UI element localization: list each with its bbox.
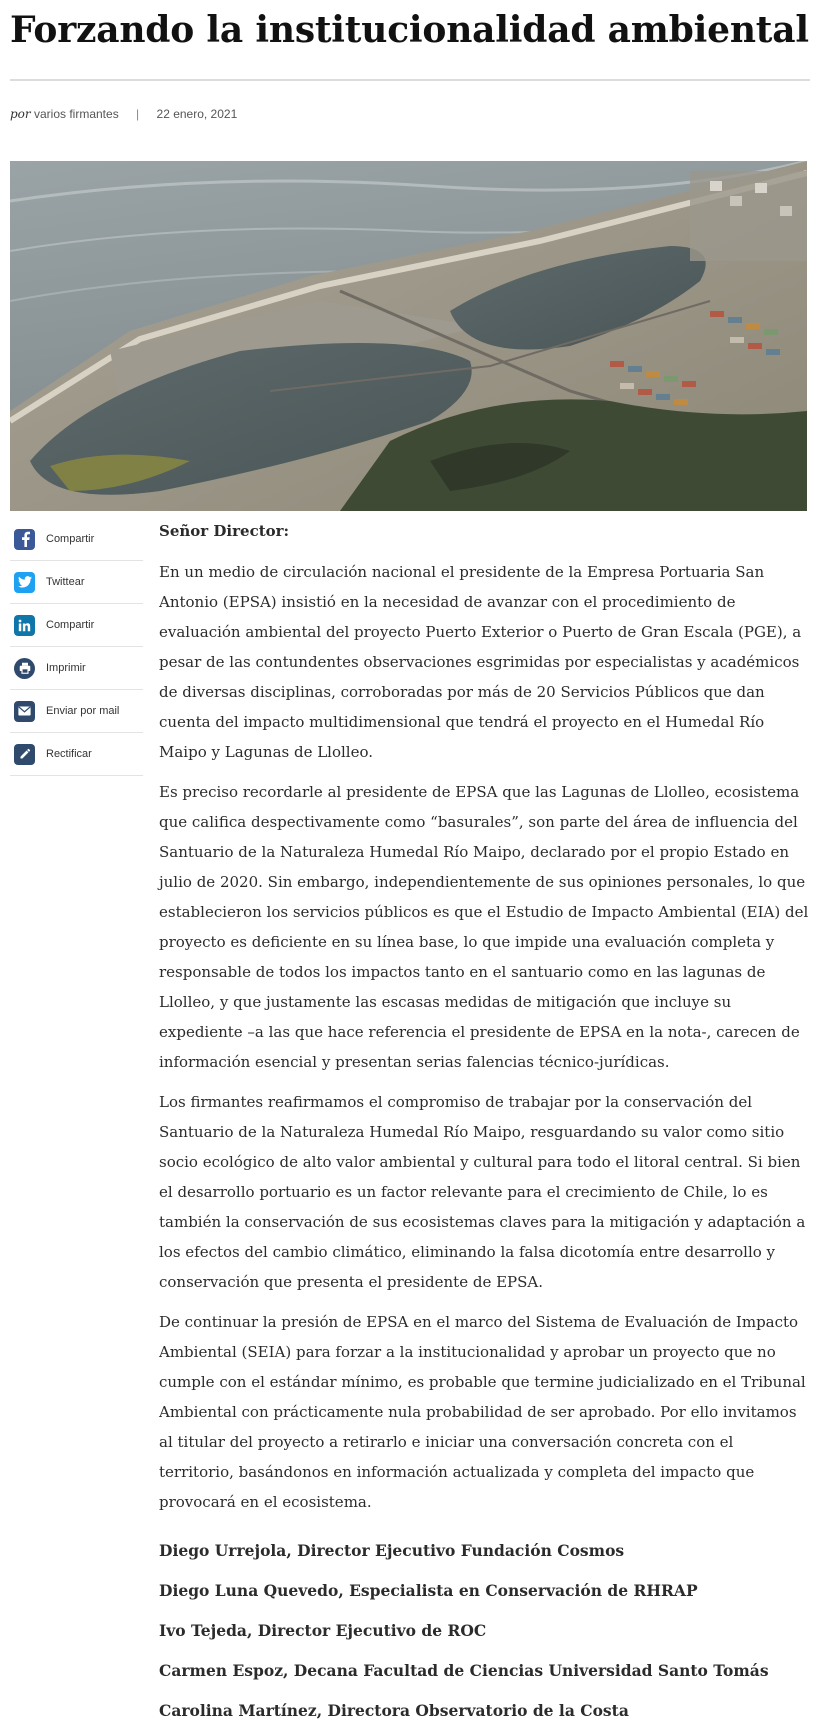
twitter-icon <box>14 572 35 593</box>
title-divider <box>10 79 810 81</box>
byline <box>10 106 237 122</box>
byline-date: 22 enero, 2021 <box>156 107 238 121</box>
print-button[interactable] <box>10 647 143 690</box>
byline-prefix: por <box>10 107 31 121</box>
rectify-button[interactable] <box>10 733 143 776</box>
article-body <box>159 516 809 1729</box>
share-linkedin-button[interactable] <box>10 604 143 647</box>
share-twitter-label: Twittear <box>46 576 85 588</box>
aerial-port-photo <box>10 161 807 511</box>
share-facebook-label: Compartir <box>46 533 95 545</box>
signer: Diego Urrejola, Director Ejecutivo Fundación Cosmos <box>159 1541 625 1560</box>
linkedin-icon <box>14 615 35 636</box>
paragraph: Los firmantes reafirmamos el compromiso de trabajar por la conservación del Santuario de la Naturaleza Humedal Río Maipo, resguardando su valor como sitio socio ecológico de alto valor ambiental y cultural para todo el litoral central. Si bien el desarrollo portuario es un factor relevante para el crecimiento de Chile, lo es también la conservación de sus ecosistemas claves para la mitigación y adaptación a los efectos del cambio climático, eliminando la falsa dicotomía entre desarrollo y conservación que presenta el presidente de EPSA. <box>159 1093 806 1291</box>
share-facebook-button[interactable] <box>10 518 143 561</box>
signer: Carmen Espoz, Decana Facultad de Ciencias Universidad Santo Tomás <box>159 1661 769 1680</box>
signers-list <box>159 1536 809 1726</box>
signer: Diego Luna Quevedo, Especialista en Conservación de RHRAP <box>159 1581 698 1600</box>
paragraph: De continuar la presión de EPSA en el marco del Sistema de Evaluación de Impacto Ambiental (SEIA) para forzar a la institucionalidad y aprobar un proyecto que no cumple con el estándar mínimo, es probable que termine judicializado en el Tribunal Ambiental con prácticamente nula probabilidad de ser aprobado. Por ello invitamos al titular del proyecto a retirarlo e iniciar una conversación concreta con el territorio, basándonos en información actualizada y completa del impacto que provocará en el ecosistema. <box>159 1313 806 1511</box>
paragraph: En un medio de circulación nacional el presidente de la Empresa Portuaria San Antonio (EPSA) insistió en la necesidad de avanzar con el procedimiento de evaluación ambiental del proyecto Puerto Exterior o Puerto de Gran Escala (PGE), a pesar de las contundentes observaciones esgrimidas por especialistas y académicos de diversas disciplinas, corroboradas por más de 20 Servicios Públicos que dan cuenta del impacto multidimensional que tendrá el proyecto en el Humedal Río Maipo y Lagunas de Llolleo. <box>159 563 802 761</box>
email-share-label: Enviar por mail <box>46 705 120 717</box>
signer: Ivo Tejeda, Director Ejecutivo de ROC <box>159 1621 487 1640</box>
edit-icon <box>14 744 35 765</box>
byline-author[interactable]: varios firmantes <box>34 107 119 121</box>
paragraph: Es preciso recordarle al presidente de EPSA que las Lagunas de Llolleo, ecosistema que califica despectivamente como “basurales”, son parte del área de influencia del Santuario de la Naturaleza Humedal Río Maipo, declarado por el propio Estado en julio de 2020. Sin embargo, independientemente de sus opiniones personales, lo que establecieron los servicios públicos es que el Estudio de Impacto Ambiental (EIA) del proyecto es deficiente en su línea base, lo que impide una evaluación completa y responsable de todos los impactos tanto en el santuario como en las lagunas de Llolleo, y que justamente las escasas medidas de mitigación que incluye su expediente –a las que hace referencia el presidente de EPSA en la nota-, carecen de información esencial y presentan serias falencias técnico-jurídicas. <box>159 783 809 1071</box>
salutation: Señor Director: <box>159 522 290 540</box>
share-bar <box>10 518 143 776</box>
mail-icon <box>14 701 35 722</box>
email-share-button[interactable] <box>10 690 143 733</box>
facebook-icon <box>14 529 35 550</box>
rectify-label: Rectificar <box>46 748 92 760</box>
signer: Carolina Martínez, Directora Observatorio de la Costa <box>159 1701 629 1720</box>
byline-separator: | <box>136 107 140 121</box>
hero-image <box>10 161 807 511</box>
share-twitter-button[interactable] <box>10 561 143 604</box>
print-icon <box>14 658 35 679</box>
share-linkedin-label: Compartir <box>46 619 95 631</box>
article-title: Forzando la institucionalidad ambiental <box>10 9 809 51</box>
print-label: Imprimir <box>46 662 86 674</box>
